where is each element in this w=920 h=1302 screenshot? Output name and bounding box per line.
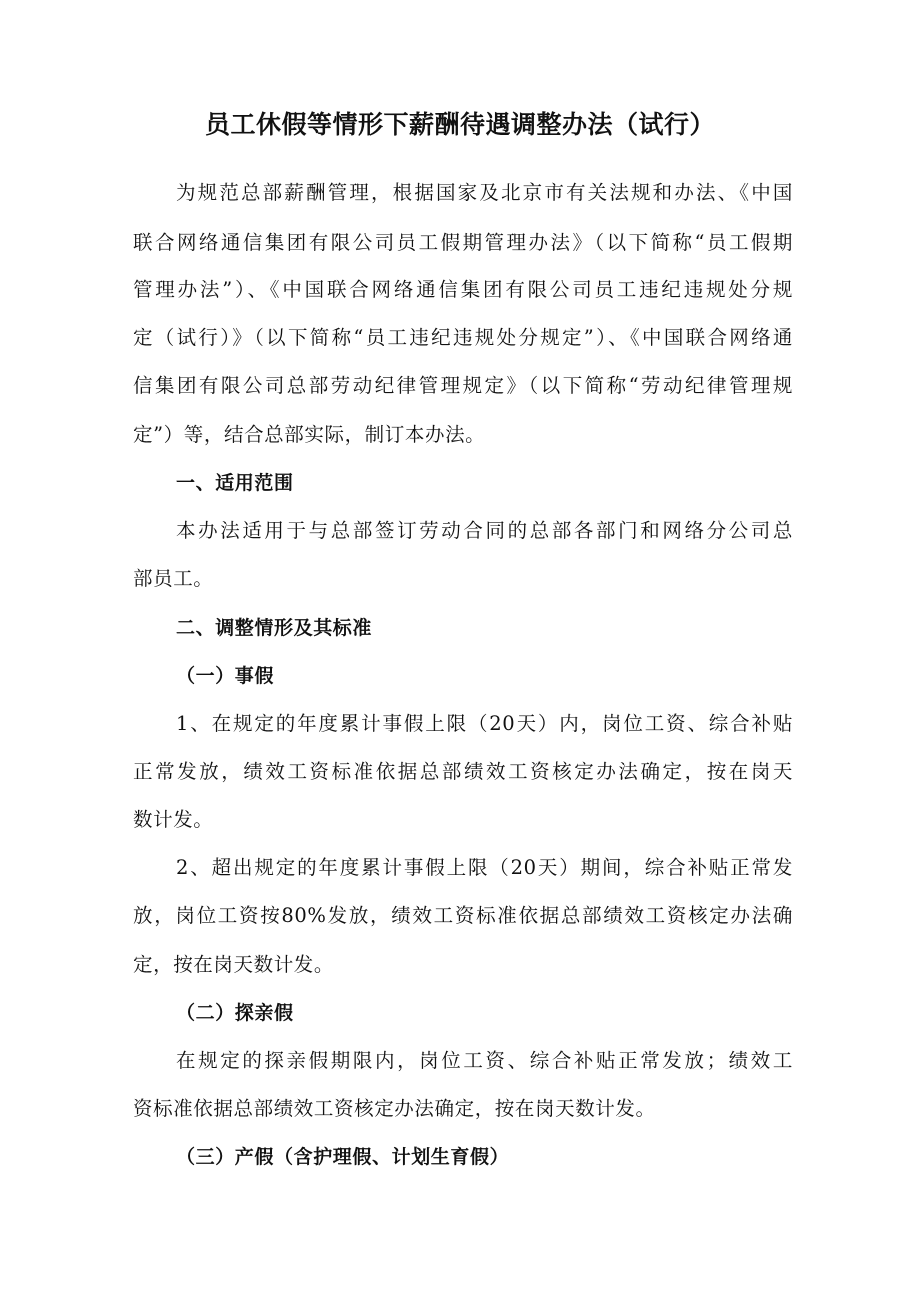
subsection-heading-maternity-leave: （三）产假（含护理假、计划生育假） — [176, 1146, 510, 1168]
family-visit-line-1: 在规定的探亲假期限内，岗位工资、综合补贴正常发放；绩效工 — [176, 1049, 793, 1072]
section-heading-scope: 一、适用范围 — [176, 472, 294, 494]
personal-leave-item2-line-1: 2、超出规定的年度累计事假上限（20天）期间，综合补贴正常发 — [176, 856, 793, 879]
intro-line-3: 管理办法”）、《中国联合网络通信集团有限公司员工违纪违规处分规 — [133, 278, 793, 301]
intro-line-6: 定”）等，结合总部实际，制订本办法。 — [133, 423, 486, 446]
scope-line-2: 部员工。 — [133, 567, 214, 590]
personal-leave-item1-line-1: 1、在规定的年度累计事假上限（20天）内，岗位工资、综合补贴 — [176, 712, 793, 735]
family-visit-line-2: 资标准依据总部绩效工资核定办法确定，按在岗天数计发。 — [133, 1097, 656, 1120]
personal-leave-item2-line-2: 放，岗位工资按80%发放，绩效工资标准依据总部绩效工资核定办法确 — [133, 904, 793, 927]
personal-leave-item1-line-3: 数计发。 — [133, 808, 214, 831]
section-heading-adjustments: 二、调整情形及其标准 — [176, 617, 373, 639]
subsection-heading-personal-leave: （一）事假 — [176, 665, 275, 687]
intro-line-2: 联合网络通信集团有限公司员工假期管理办法》（以下简称“员工假期 — [133, 231, 793, 254]
personal-leave-item1-line-2: 正常发放，绩效工资标准依据总部绩效工资核定办法确定，按在岗天 — [133, 760, 793, 783]
subsection-heading-family-visit-leave: （二）探亲假 — [176, 1002, 294, 1024]
scope-line-1: 本办法适用于与总部签订劳动合同的总部各部门和网络分公司总 — [176, 519, 793, 542]
document-title: 员工休假等情形下薪酬待遇调整办法（试行） — [204, 110, 715, 139]
intro-line-4: 定（试行）》（以下简称“员工违纪违规处分规定”）、《中国联合网络通 — [133, 326, 793, 349]
intro-line-5: 信集团有限公司总部劳动纪律管理规定》（以下简称“劳动纪律管理规 — [133, 374, 793, 397]
personal-leave-item2-line-3: 定，按在岗天数计发。 — [133, 953, 335, 976]
intro-line-1: 为规范总部薪酬管理，根据国家及北京市有关法规和办法、《中国 — [176, 181, 793, 204]
